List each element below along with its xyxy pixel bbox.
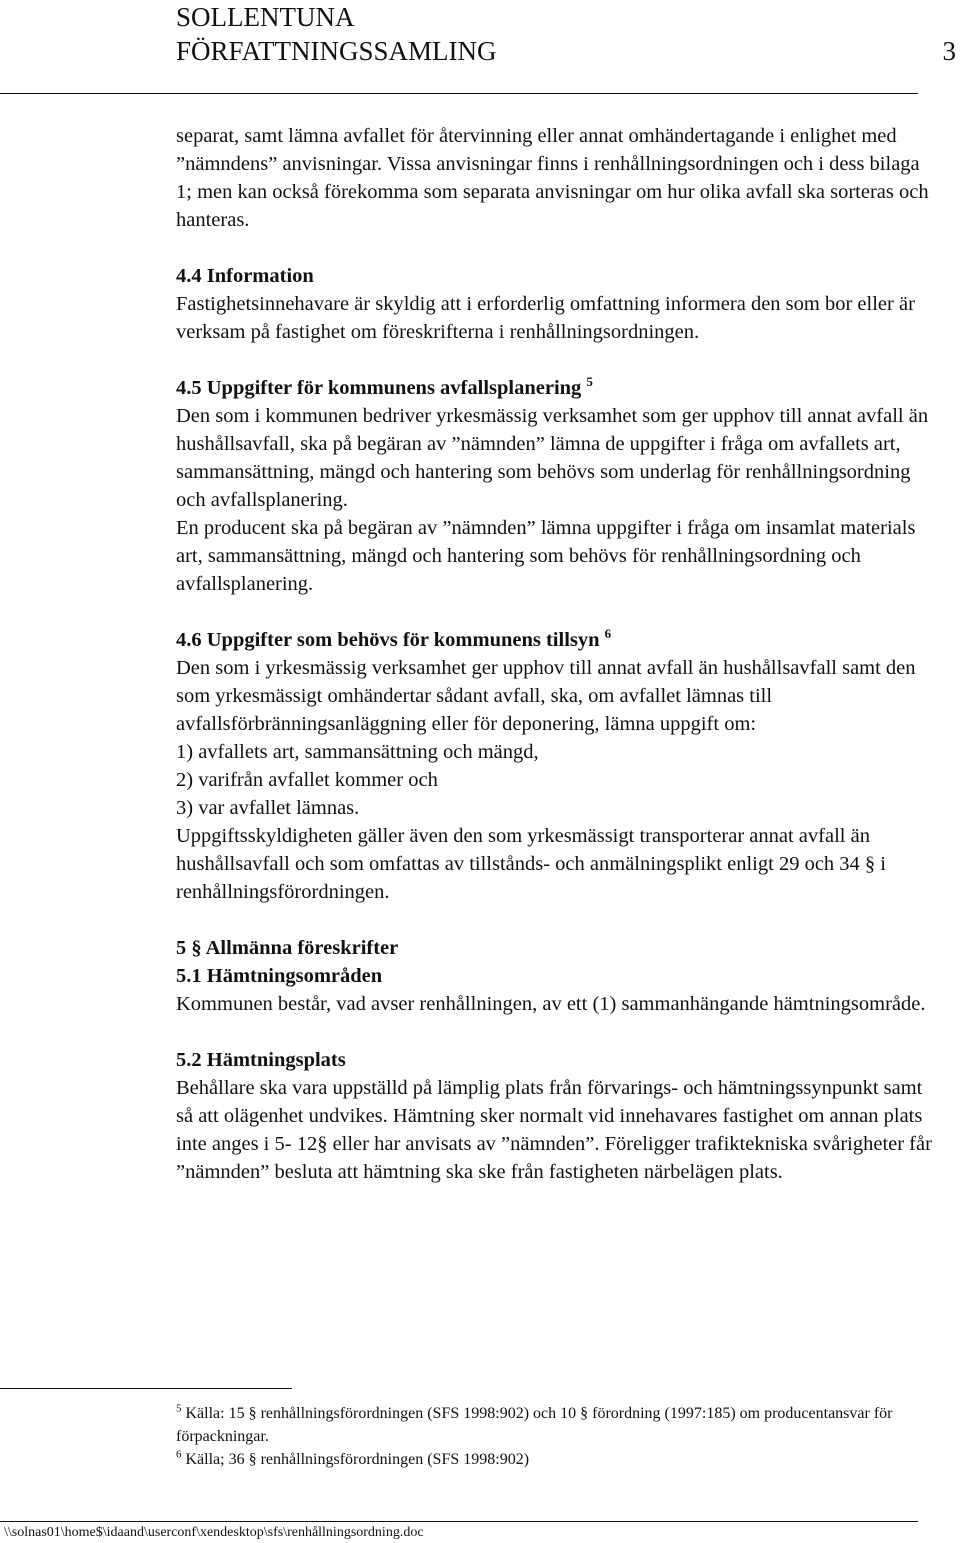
footnote-number: 6	[176, 1448, 182, 1461]
header-collection-title: FÖRFATTNINGSSAMLING	[176, 36, 497, 66]
chapter-heading: 5 § Allmänna föreskrifter	[176, 937, 399, 959]
footnote-item	[176, 1448, 916, 1471]
document-header	[176, 0, 960, 68]
footnote-number: 5	[176, 1402, 182, 1415]
footer-file-path: \\solnas01\home$\idaand\userconf\xendesktop\sfs\renhållningsordning.doc	[4, 1525, 424, 1540]
footnote-text: Källa: 15 § renhållningsförordningen (SFS 1998:902) och 10 § förordning (1997:185) om producentansvar för förpackningar.	[176, 1405, 893, 1445]
section-heading: 5.1 Hämtningsområden	[176, 965, 383, 987]
list-item: 2) varifrån avfallet kommer och	[176, 769, 438, 791]
section-4-5	[176, 374, 936, 598]
footer-divider	[0, 1521, 918, 1522]
list-item: 1) avfallets art, sammansättning och mängd,	[176, 741, 539, 763]
section-heading-text: 4.6 Uppgifter som behövs för kommunens tillsyn	[176, 629, 600, 651]
section-paragraph: Kommunen består, vad avser renhållningen, av ett (1) sammanhängande hämtningsområde.	[176, 993, 926, 1015]
header-divider	[0, 93, 918, 94]
footnote-text: Källa; 36 § renhållningsförordningen (SFS 1998:902)	[185, 1451, 530, 1468]
header-municipality: SOLLENTUNA	[176, 2, 355, 32]
footnotes	[176, 1402, 916, 1471]
section-paragraph: Fastighetsinnehavare är skyldig att i erforderlig omfattning informera den som bor eller är verksam på fastighet om föreskrifterna i renhållningsordningen.	[176, 293, 915, 343]
footnote-divider	[0, 1388, 292, 1389]
section-heading: 5.2 Hämtningsplats	[176, 1049, 346, 1071]
list-item: 3) var avfallet lämnas.	[176, 797, 360, 819]
footnote-ref[interactable]: 5	[586, 374, 593, 390]
section-heading: 4.4 Information	[176, 265, 314, 287]
section-4-4	[176, 262, 936, 346]
section-paragraph: En producent ska på begäran av ”nämnden” lämna uppgifter i fråga om insamlat materials art, sammansättning, mängd och hantering som behövs för renhållningsordning och avfallsplanering.	[176, 517, 916, 595]
section-paragraph: Uppgiftsskyldigheten gäller även den som yrkesmässigt transporterar annat avfall än hushållsavfall och som omfattas av tillstånds- och anmälningsplikt enligt 29 och 34 § i renhållningsförordningen.	[176, 825, 886, 903]
section-heading-text: 4.5 Uppgifter för kommunens avfallsplanering	[176, 377, 582, 399]
document-body	[176, 122, 936, 1214]
section-paragraph: Den som i yrkesmässig verksamhet ger upphov till annat avfall än hushållsavfall samt den som yrkesmässigt omhändertar sådant avfall, ska, om avfallet lämnas till avfallsförbränningsanläggning eller för deponering, lämna uppgift om:	[176, 657, 916, 735]
intro-paragraph: separat, samt lämna avfallet för återvinning eller annat omhändertagande i enlighet med ”nämndens” anvisningar. Vissa anvisningar finns i renhållningsordningen och i dess bilaga 1; men kan också förekomma som separata anvisningar om hur olika avfall ska sorteras och hanteras.	[176, 125, 929, 231]
footnote-ref[interactable]: 6	[604, 626, 612, 642]
section-5-1	[176, 962, 936, 1018]
section-heading	[176, 626, 936, 654]
footnote-item	[176, 1402, 916, 1448]
section-heading	[176, 374, 936, 402]
section-4-6	[176, 626, 936, 906]
page-number: 3	[942, 36, 956, 66]
section-paragraph: Den som i kommunen bedriver yrkesmässig verksamhet som ger upphov till annat avfall än hushållsavfall, ska på begäran av ”nämnden” lämna de uppgifter i fråga om avfallets art, sammansättning, mängd och hantering som behövs som underlag för renhållningsordning och avfallsplanering.	[176, 405, 929, 511]
intro-section	[176, 122, 936, 234]
section-5-2	[176, 1046, 936, 1186]
section-paragraph: Behållare ska vara uppställd på lämplig plats från förvarings- och hämtningssynpunkt samt så att olägenhet undvikes. Hämtning sker normalt vid innehavares fastighet om annan plats inte anges i 5- 12§ eller har anvisats av ”nämnden”. Föreligger trafiktekniska svårigheter får ”nämnden” besluta att hämtning ska ske från fastigheten närbelägen plats.	[176, 1077, 932, 1183]
